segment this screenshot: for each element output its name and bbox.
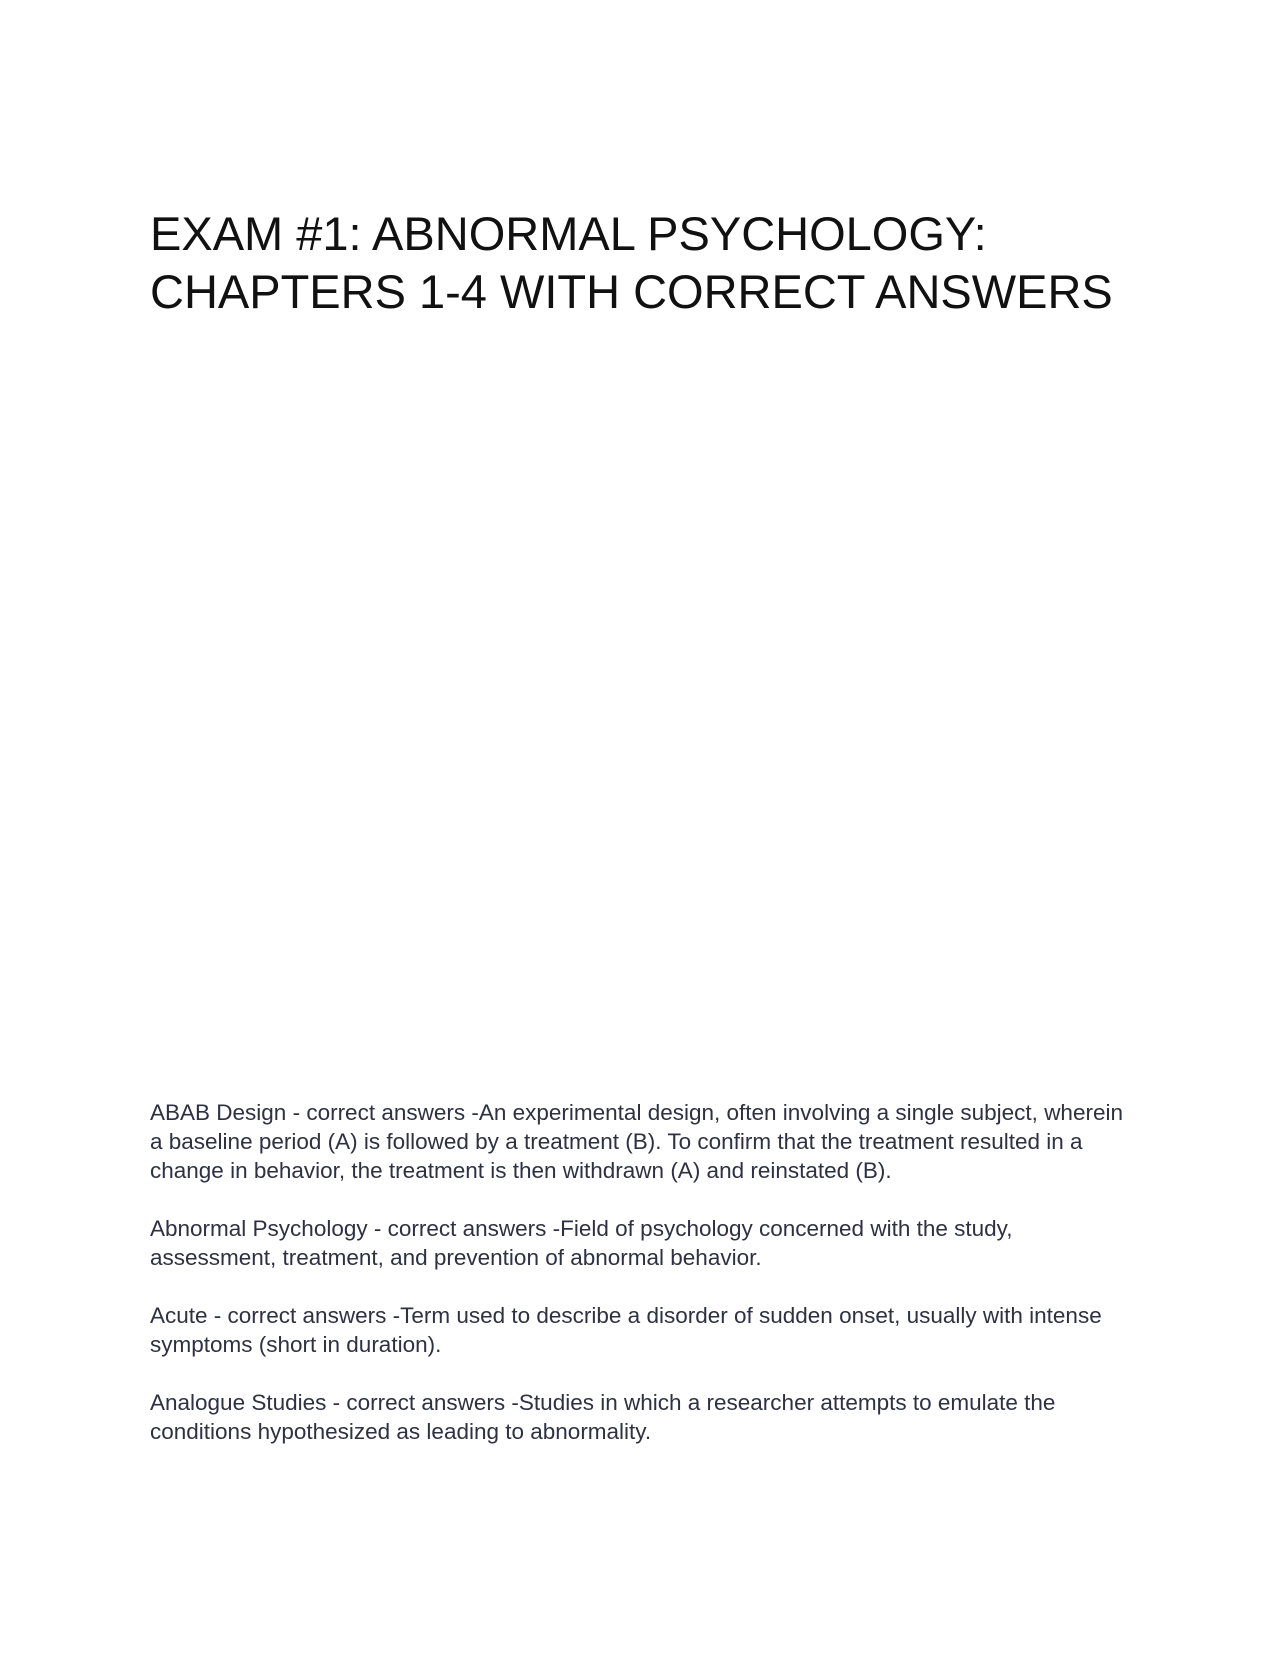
glossary-entry-acute: Acute - correct answers -Term used to describe a disorder of sudden onset, usually with intense symptoms (short in duration).: [150, 1303, 1102, 1357]
glossary-entries: [150, 1098, 1135, 1475]
document-title: EXAM #1: ABNORMAL PSYCHOLOGY: CHAPTERS 1-4 WITH CORRECT ANSWERS: [150, 207, 1113, 318]
glossary-entry-abab-design: ABAB Design - correct answers -An experimental design, often involving a single subject, wherein a baseline period (A) is followed by a treatment (B). To confirm that the treatment resulted in a change in behavior, the treatment is then withdrawn (A) and reinstated (B).: [150, 1100, 1123, 1183]
glossary-entry-analogue-studies: Analogue Studies - correct answers -Studies in which a researcher attempts to emulate the conditions hypothesized as leading to abnormality.: [150, 1390, 1056, 1444]
glossary-entry-abnormal-psychology: Abnormal Psychology - correct answers -Field of psychology concerned with the study, assessment, treatment, and prevention of abnormal behavior.: [150, 1216, 1013, 1270]
